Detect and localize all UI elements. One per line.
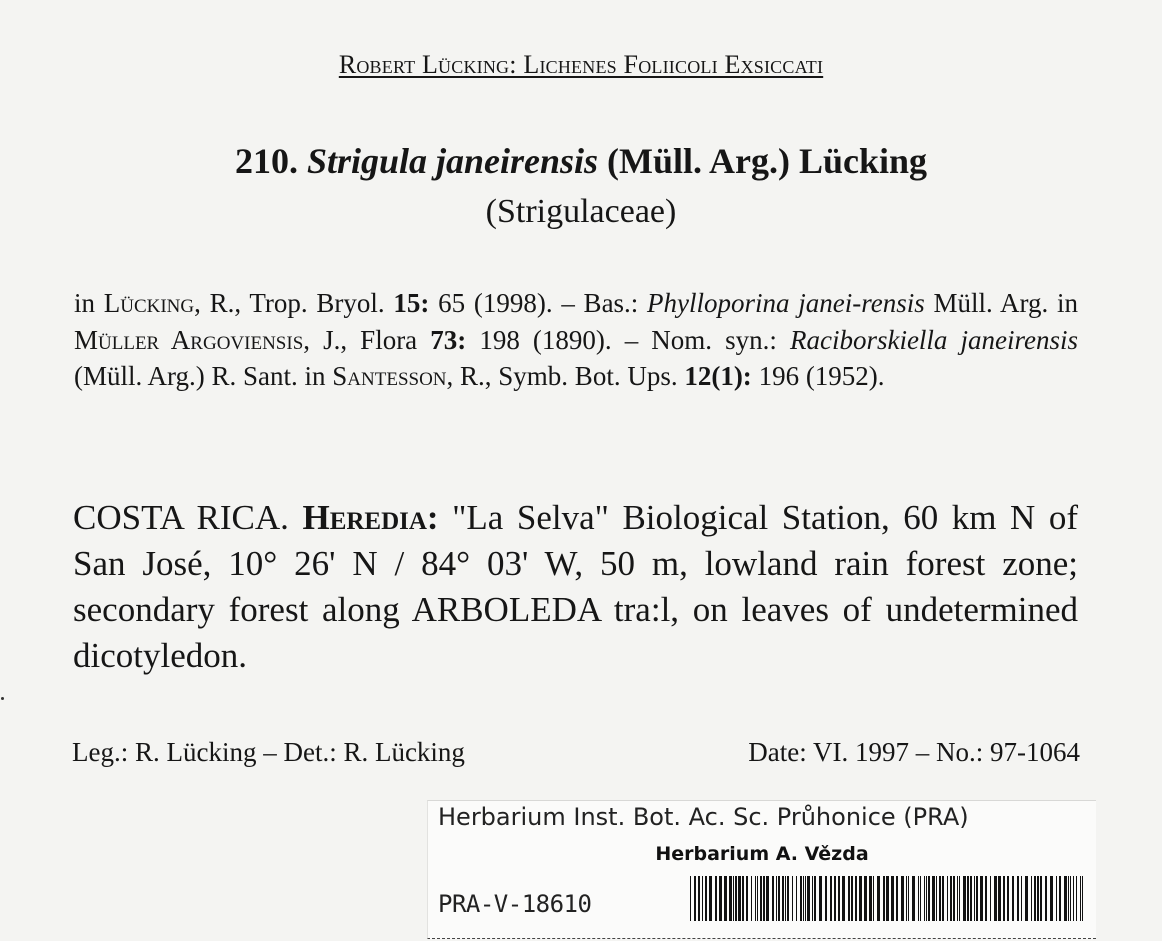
synonym-name: Raciborskiella janeirensis	[789, 324, 1079, 355]
locality-text: "La Selva" Biological Station, 60 km N of San José, 10° 26' N / 84° 03' W, 50 m, lowland rain forest zone; secondary forest along ARBOLEDA tra:l, on leaves of undetermined dicotyledon.	[73, 498, 1079, 675]
citation-volume: 15:	[393, 288, 430, 318]
citation-text: 196 (1952).	[758, 361, 885, 391]
collection-date-number: Date: VI. 1997 – No.: 97-1064	[748, 737, 1080, 767]
locality-country: COSTA RICA.	[73, 498, 289, 537]
citation-volume: 12(1):	[684, 361, 752, 391]
nomenclature-citation	[74, 285, 1078, 395]
species-name: Strigula janeirensis	[306, 141, 599, 181]
citation-text: (Müll. Arg.) R. Sant. in	[74, 361, 326, 391]
exsiccata-number: 210.	[234, 141, 298, 181]
citation-author: Santesson	[332, 361, 447, 391]
species-title	[0, 140, 1162, 182]
citation-author: Müller Argoviensis	[74, 324, 304, 355]
locality-province: Heredia:	[302, 498, 439, 537]
basionym-name: Phylloporina janei-rensis	[647, 288, 925, 318]
herbarium-collection: Herbarium A. Vězda	[655, 843, 869, 865]
citation-text: 198 (1890). – Nom. syn.:	[479, 324, 777, 355]
scan-speck	[1, 697, 4, 700]
citation-volume: 73:	[430, 324, 467, 355]
citation-text: , R., Trop. Bryol.	[194, 288, 385, 318]
barcode-icon	[690, 876, 1084, 921]
collector-determiner: Leg.: R. Lücking – Det.: R. Lücking	[72, 737, 465, 767]
citation-text: 65 (1998). – Bas.:	[438, 288, 639, 318]
family-name: (Strigulaceae)	[485, 193, 677, 230]
citation-text: in	[74, 288, 96, 318]
species-authority: (Müll. Arg.) Lücking	[607, 141, 928, 181]
citation-text: Müll. Arg. in	[933, 288, 1078, 318]
herbarium-institution: Herbarium Inst. Bot. Ac. Sc. Průhonice (PRA)	[438, 803, 969, 831]
specimen-id: PRA-V-18610	[438, 890, 592, 918]
series-header: Robert Lücking: Lichenes Foliicoli Exsiccati	[338, 50, 824, 79]
citation-author: Lücking	[103, 288, 195, 318]
citation-text: , R., Symb. Bot. Ups.	[446, 361, 678, 391]
locality-description	[73, 495, 1078, 679]
citation-text: , J., Flora	[303, 324, 418, 355]
herbarium-sticker	[427, 800, 1096, 939]
